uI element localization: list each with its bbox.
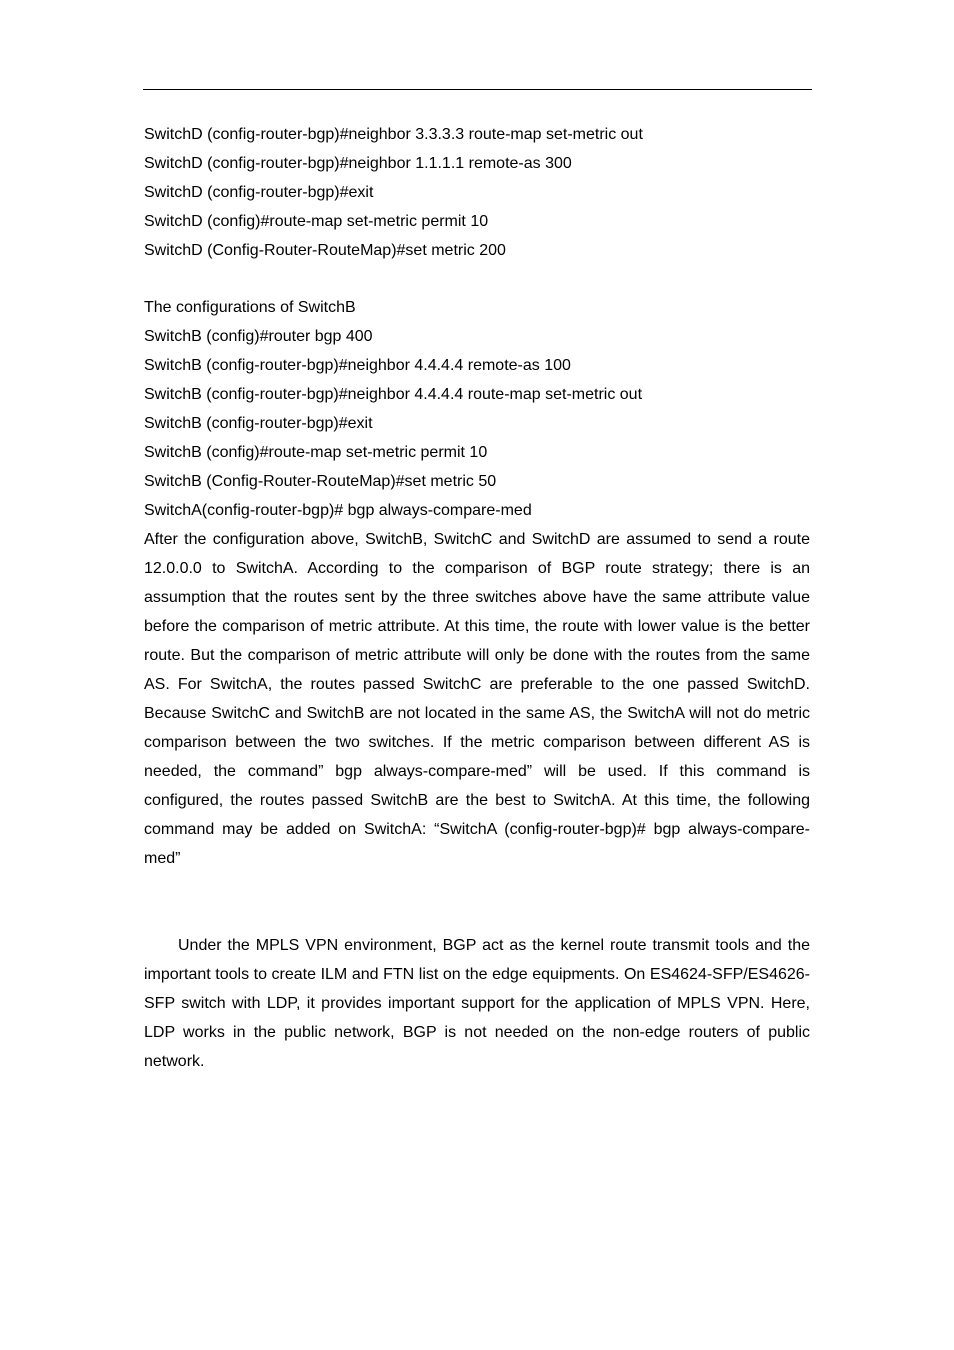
config-line: SwitchD (config-router-bgp)#neighbor 1.1.1.1 remote-as 300 [144,155,572,172]
page-content [144,120,810,1076]
config-line: SwitchB (config)#route-map set-metric permit 10 [144,444,488,461]
config-line: SwitchD (config-router-bgp)#exit [144,184,374,201]
config-line: SwitchD (config-router-bgp)#neighbor 3.3.3.3 route-map set-metric out [144,126,643,143]
config-line: SwitchB (config)#router bgp 400 [144,328,373,345]
section-heading: The configurations of SwitchB [144,299,356,316]
config-line: SwitchD (Config-Router-RouteMap)#set metric 200 [144,242,506,259]
blank-lines [144,873,810,931]
config-line: SwitchA(config-router-bgp)# bgp always-compare-med [144,502,532,519]
config-line: SwitchB (Config-Router-RouteMap)#set metric 50 [144,473,497,490]
blank-line [144,265,810,293]
header-rule [143,89,812,90]
switchb-config-block [144,293,810,525]
switchd-config-block [144,120,810,265]
explanation-paragraph: After the configuration above, SwitchB, SwitchC and SwitchD are assumed to send a route 12.0.0.0 to SwitchA. According to the comparison of BGP route strategy; there is an assumption that the routes sent by the three switches above have the same attribute value before the comparison of metric attribute. At this time, the route with lower value is the better route. But the comparison of metric attribute will only be done with the routes from the same AS. For SwitchA, the routes passed SwitchC are preferable to the one passed SwitchD. Because SwitchC and SwitchB are not located in the same AS, the SwitchA will not do metric comparison between the two switches. If the metric comparison between different AS is needed, the command” bgp always-compare-med” will be used. If this command is configured, the routes passed SwitchB are the best to SwitchA. At this time, the following command may be added on SwitchA: “SwitchA (config-router-bgp)# bgp always-compare-med” [144,531,810,867]
mpls-vpn-paragraph: Under the MPLS VPN environment, BGP act as the kernel route transmit tools and the important tools to create ILM and FTN list on the edge equipments. On ES4624-SFP/ES4626-SFP switch with LDP, it provides important support for the application of MPLS VPN. Here, LDP works in the public network, BGP is not needed on the non-edge routers of public network. [144,937,810,1070]
config-line: SwitchB (config-router-bgp)#exit [144,415,373,432]
config-line: SwitchB (config-router-bgp)#neighbor 4.4.4.4 remote-as 100 [144,357,571,374]
config-line: SwitchD (config)#route-map set-metric permit 10 [144,213,489,230]
config-line: SwitchB (config-router-bgp)#neighbor 4.4.4.4 route-map set-metric out [144,386,643,403]
